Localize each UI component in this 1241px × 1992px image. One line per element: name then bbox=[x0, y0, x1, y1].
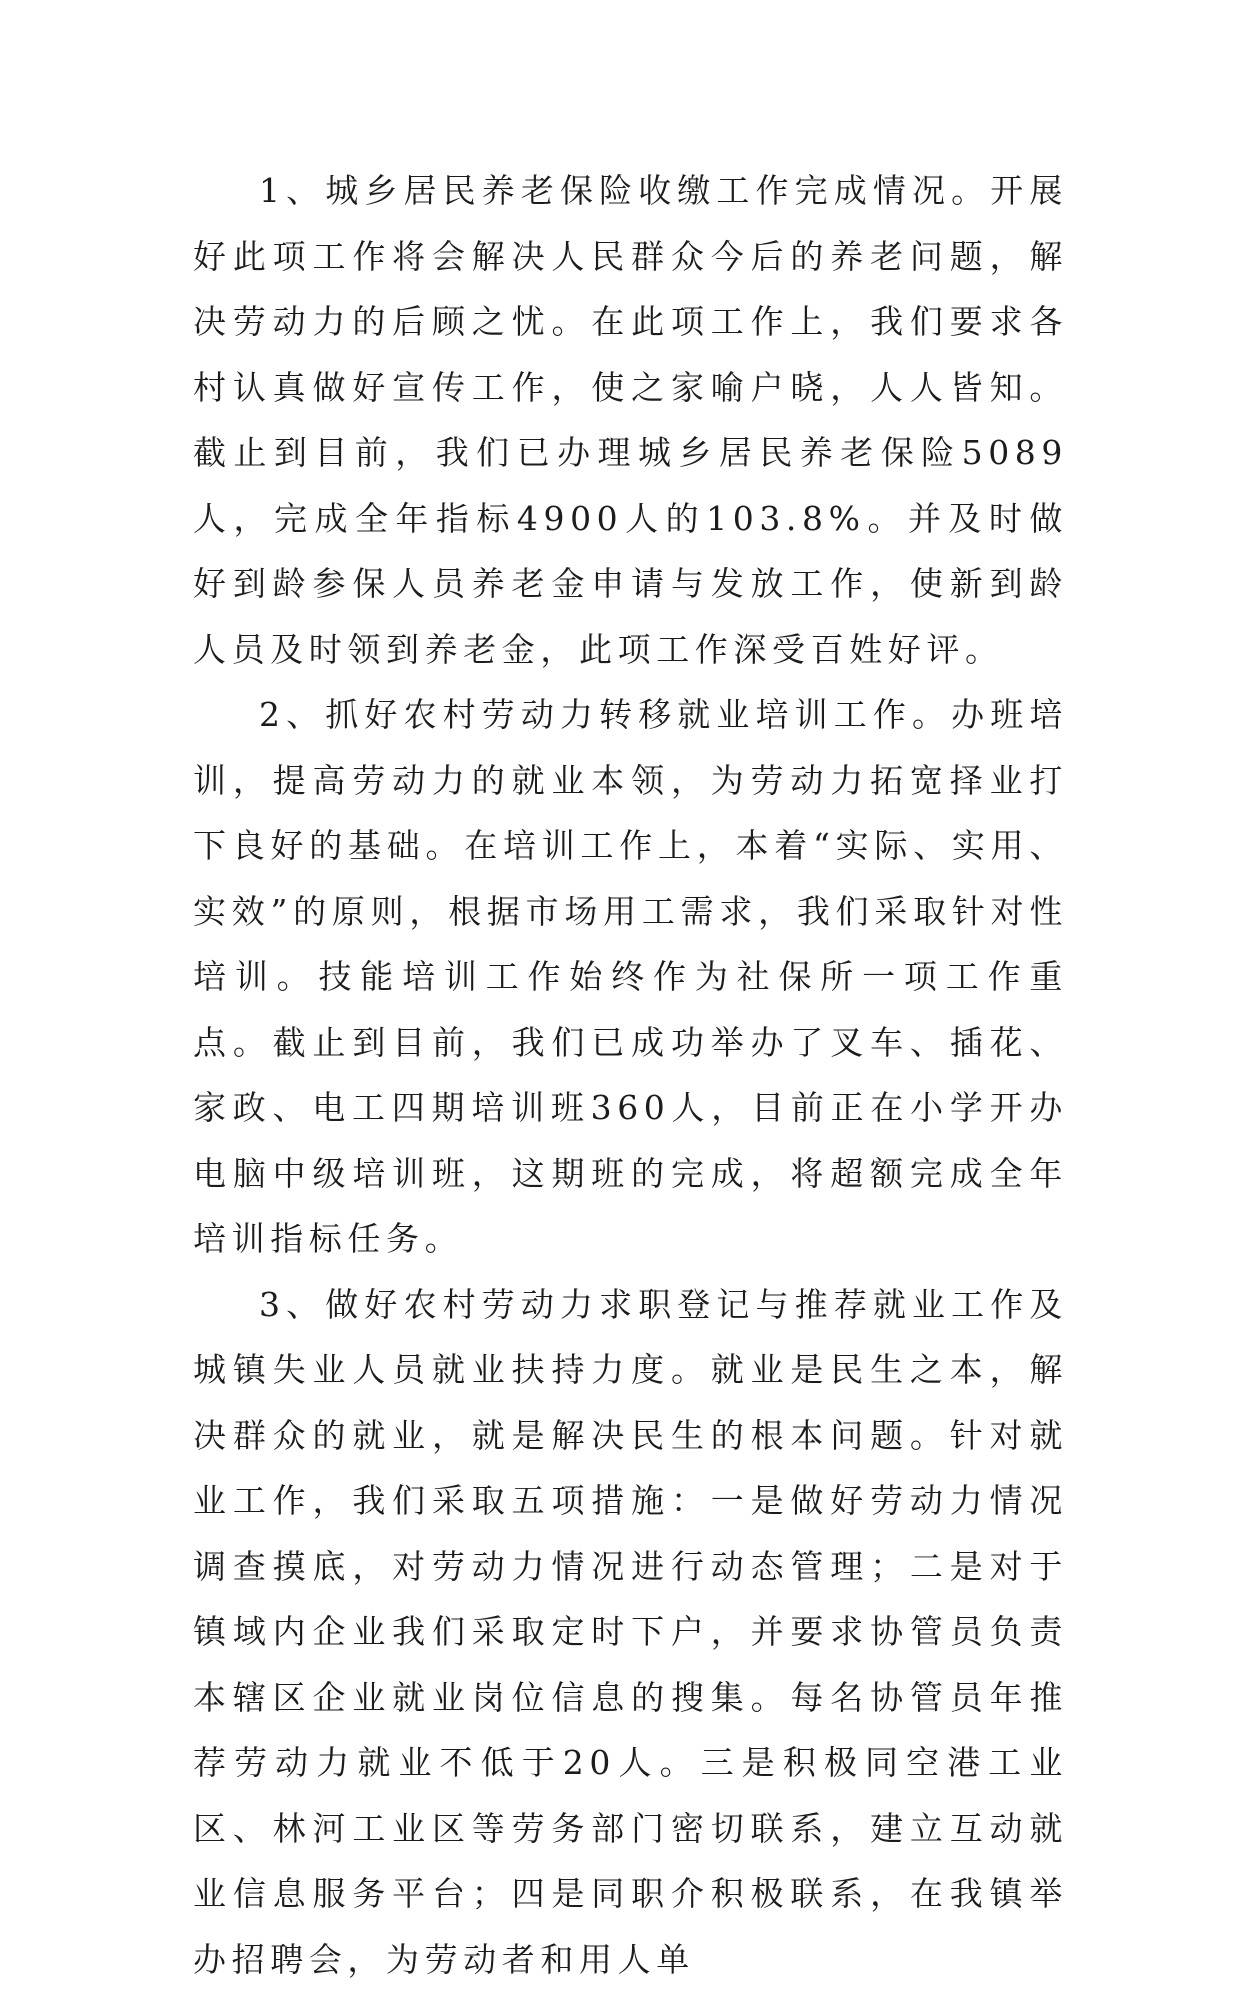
paragraph-employment-support: 3、做好农村劳动力求职登记与推荐就业工作及城镇失业人员就业扶持力度。就业是民生之本，解决群众的就业，就是解决民生的根本问题。针对就业工作，我们采取五项措施：一是做好劳动力情况调查摸底，对劳动力情况进行动态管理；二是对于镇域内企业我们采取定时下户，并要求协管员负责本辖区企业就业岗位信息的搜集。每名协管员年推荐劳动力就业不低于20人。三是积极同空港工业区、林河工业区等劳务部门密切联系，建立互动就业信息服务平台；四是同职介积极联系，在我镇举办招聘会，为劳动者和用人单 bbox=[193, 1272, 1068, 1992]
paragraph-pension-insurance: 1、城乡居民养老保险收缴工作完成情况。开展好此项工作将会解决人民群众今后的养老问题，解决劳动力的后顾之忧。在此项工作上，我们要求各村认真做好宣传工作，使之家喻户晓，人人皆知。截止到目前，我们已办理城乡居民养老保险5089人，完成全年指标4900人的103.8%。并及时做好到龄参保人员养老金申请与发放工作，使新到龄人员及时领到养老金，此项工作深受百姓好评。 bbox=[193, 158, 1068, 682]
paragraph-labor-training: 2、抓好农村劳动力转移就业培训工作。办班培训，提高劳动力的就业本领，为劳动力拓宽择业打下良好的基础。在培训工作上，本着“实际、实用、实效”的原则，根据市场用工需求，我们采取针对性培训。技能培训工作始终作为社保所一项工作重点。截止到目前，我们已成功举办了叉车、插花、家政、电工四期培训班360人，目前正在小学开办电脑中级培训班，这期班的完成，将超额完成全年培训指标任务。 bbox=[193, 682, 1068, 1272]
document-body bbox=[193, 158, 1068, 1992]
